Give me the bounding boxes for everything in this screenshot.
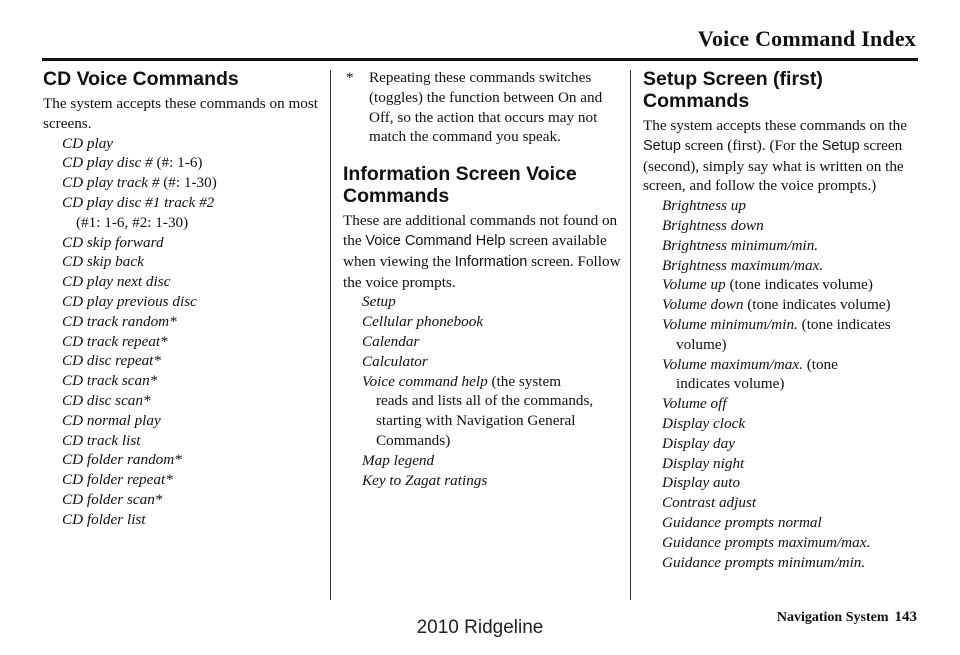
info-commands-column <box>343 68 623 490</box>
command-item <box>62 134 321 154</box>
command-item <box>62 510 321 530</box>
info-command-list <box>343 292 623 490</box>
command-item <box>662 493 923 513</box>
command-text: Brightness down <box>662 216 764 234</box>
command-item <box>362 471 623 491</box>
command-text: Volume minimum/min. <box>662 315 798 333</box>
command-item <box>362 332 623 352</box>
command-item <box>362 352 623 372</box>
setup-command-list <box>643 196 923 572</box>
command-item <box>62 292 321 312</box>
command-text: CD folder repeat* <box>62 471 173 489</box>
header-rule <box>42 58 918 61</box>
command-text: CD play previous disc <box>62 292 197 310</box>
command-item <box>362 372 623 451</box>
command-note: (#: 1-6) <box>152 154 203 172</box>
command-item <box>62 332 321 352</box>
info-intro: These are additional commands not found on the Voice Command Help screen available when viewing the Information screen. Follow the voice prompts. <box>343 212 621 291</box>
command-item <box>62 252 321 272</box>
command-item <box>62 153 321 173</box>
command-item <box>62 312 321 332</box>
command-text: Display auto <box>662 474 741 492</box>
column-divider <box>330 70 331 600</box>
command-text: CD skip back <box>62 253 144 271</box>
command-note: (tone <box>802 355 838 373</box>
command-item <box>662 414 923 434</box>
command-item <box>62 470 321 490</box>
command-item <box>662 315 923 355</box>
setup-section-heading: Setup Screen (first) Commands <box>643 68 823 112</box>
command-text: Display night <box>662 454 745 472</box>
command-text: Contrast adjust <box>662 494 757 512</box>
footnote <box>343 68 623 147</box>
command-text: Volume maximum/max. <box>662 355 803 373</box>
command-text: Voice command help <box>362 372 488 390</box>
command-text: Map legend <box>362 451 435 469</box>
command-text: Calculator <box>362 352 428 370</box>
command-item <box>62 351 321 371</box>
command-item <box>662 513 923 533</box>
footer-section: Navigation System <box>776 610 889 625</box>
command-note: (tone indicates <box>797 315 891 333</box>
command-text: CD play track # <box>62 174 160 192</box>
command-item <box>362 292 623 312</box>
command-item <box>62 233 321 253</box>
command-note-continued: (#1: 1-6, #2: 1-30) <box>76 213 189 231</box>
command-text: Key to Zagat ratings <box>362 471 488 489</box>
page-number: 143 <box>894 609 917 625</box>
command-item <box>662 256 923 276</box>
command-item <box>62 490 321 510</box>
command-text: Volume off <box>662 395 727 413</box>
command-text: CD disc repeat* <box>62 352 161 370</box>
command-text: CD play next disc <box>62 273 171 291</box>
command-text: Guidance prompts minimum/min. <box>662 553 866 571</box>
command-text: Display day <box>662 434 735 452</box>
command-item <box>662 553 923 573</box>
command-item <box>662 473 923 493</box>
column-divider <box>630 70 631 600</box>
cd-command-list <box>43 134 321 530</box>
command-text: Setup <box>362 293 396 311</box>
cd-commands-column <box>43 68 321 530</box>
command-item <box>662 275 923 295</box>
command-text: Brightness up <box>662 197 746 215</box>
command-item <box>62 431 321 451</box>
command-item <box>62 371 321 391</box>
command-text: Volume up <box>662 276 726 294</box>
command-text: Volume down <box>662 296 744 314</box>
command-item <box>62 173 321 193</box>
command-text: CD track repeat* <box>62 332 168 350</box>
command-item <box>662 434 923 454</box>
command-item <box>62 391 321 411</box>
footnote-text: Repeating these commands switches (toggles) the function between On and Off, so the action that occurs may not match the command you speak. <box>369 69 603 146</box>
command-text: CD track random* <box>62 312 177 330</box>
command-text: CD play disc #1 track #2 <box>62 193 215 211</box>
command-text: Brightness maximum/max. <box>662 256 824 274</box>
page-title: Voice Command Index <box>697 26 916 51</box>
command-note: (tone indicates volume) <box>743 296 891 314</box>
command-item <box>662 454 923 474</box>
command-item <box>662 236 923 256</box>
footnote-mark: * <box>346 69 354 86</box>
cd-section-heading: CD Voice Commands <box>43 68 239 90</box>
command-item <box>62 193 321 233</box>
command-text: CD track list <box>62 431 141 449</box>
cd-intro: The system accepts these commands on most screens. <box>43 95 318 132</box>
command-item <box>62 272 321 292</box>
command-note: (#: 1-30) <box>159 174 217 192</box>
setup-intro: The system accepts these commands on the Setup screen (first). (For the Setup screen (second), simply say what is written on the screen, and follow the voice prompts.) <box>643 117 908 195</box>
command-item <box>662 355 923 395</box>
command-note: (the system <box>487 372 562 390</box>
command-text: Guidance prompts maximum/max. <box>662 533 871 551</box>
command-text: CD play <box>62 134 114 152</box>
command-item <box>362 312 623 332</box>
command-text: Cellular phonebook <box>362 313 484 331</box>
command-text: CD play disc # <box>62 154 153 172</box>
command-note-continued: indicates volume) <box>676 375 785 393</box>
command-item <box>662 295 923 315</box>
watermark: 2010 Ridgeline <box>416 617 544 638</box>
command-item <box>662 196 923 216</box>
command-text: CD skip forward <box>62 233 164 251</box>
command-text: CD folder scan* <box>62 490 163 508</box>
command-text: Brightness minimum/min. <box>662 236 819 254</box>
command-note-continued: reads and lists all of the commands, starting with Navigation General Commands) <box>376 392 594 449</box>
command-item <box>62 450 321 470</box>
command-item <box>662 533 923 553</box>
command-text: Guidance prompts normal <box>662 513 822 531</box>
command-item <box>662 216 923 236</box>
command-text: Calendar <box>362 332 420 350</box>
command-item <box>362 451 623 471</box>
command-text: CD folder random* <box>62 451 182 469</box>
command-note: (tone indicates volume) <box>725 276 873 294</box>
command-item <box>662 394 923 414</box>
command-note-continued: volume) <box>676 335 727 353</box>
command-text: CD folder list <box>62 510 146 528</box>
command-text: CD normal play <box>62 411 161 429</box>
command-text: CD disc scan* <box>62 391 151 409</box>
command-text: Display clock <box>662 414 746 432</box>
setup-commands-column <box>643 68 923 572</box>
info-section-heading: Information Screen Voice Commands <box>343 163 577 208</box>
command-text: CD track scan* <box>62 372 158 390</box>
command-item <box>62 411 321 431</box>
